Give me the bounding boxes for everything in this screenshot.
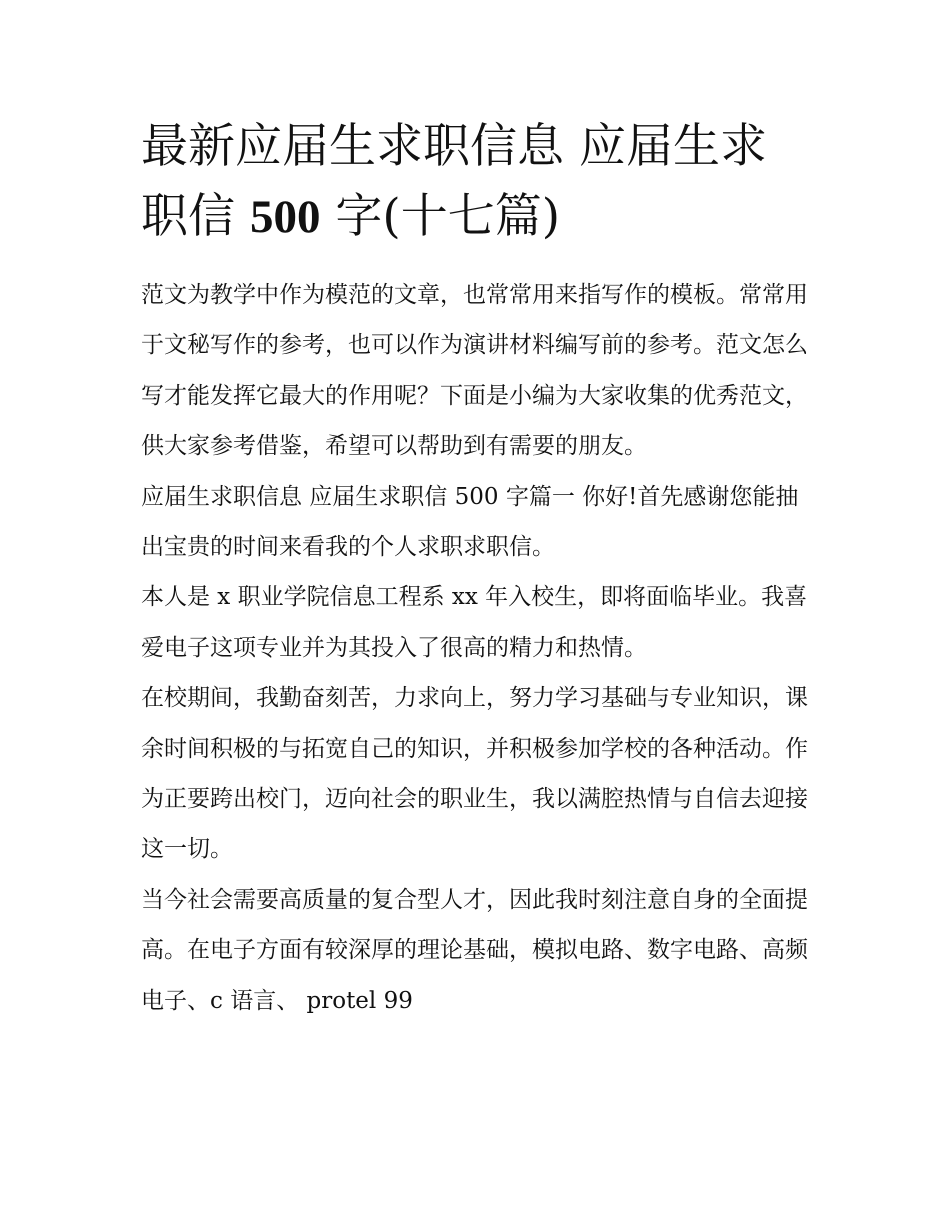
paragraph-self-intro: 本人是 x 职业学院信息工程系 xx 年入校生，即将面临毕业。我喜爱电子这项专业并为其投入了很高的精力和热情。 (141, 584, 808, 661)
document-body (141, 270, 813, 1026)
document-page (141, 112, 813, 1026)
paragraph-intro: 范文为教学中作为模范的文章，也常常用来指写作的模板。常常用于文秘写作的参考，也可以作为演讲材料编写前的参考。范文怎么写才能发挥它最大的作用呢？下面是小编为大家收集的优秀范文，供大家参考借鉴，希望可以帮助到有需要的朋友。 (141, 282, 808, 460)
paragraph-greeting: 应届生求职信息 应届生求职信 500 字篇一 你好!首先感谢您能抽出宝贵的时间来看我的个人求职求职信。 (141, 483, 799, 561)
title-text-part1: 最新应届生求职信息 应届生求职信 (141, 119, 767, 244)
paragraph-school-life: 在校期间，我勤奋刻苦，力求向上，努力学习基础与专业知识，课余时间积极的与拓宽自己的知识，并积极参加学校的各种活动。作为正要跨出校门，迈向社会的职业生，我以满腔热情与自信去迎接这一切。 (141, 685, 808, 863)
document-title (141, 112, 813, 252)
paragraph-skills: 当今社会需要高质量的复合型人才，因此我时刻注意自身的全面提高。在电子方面有较深厚的理论基础，模拟电路、数字电路、高频电子、c 语言、 protel 99 (141, 886, 808, 1014)
title-number: 500 (249, 191, 321, 243)
title-text-part2: 字(十七篇) (320, 189, 561, 244)
